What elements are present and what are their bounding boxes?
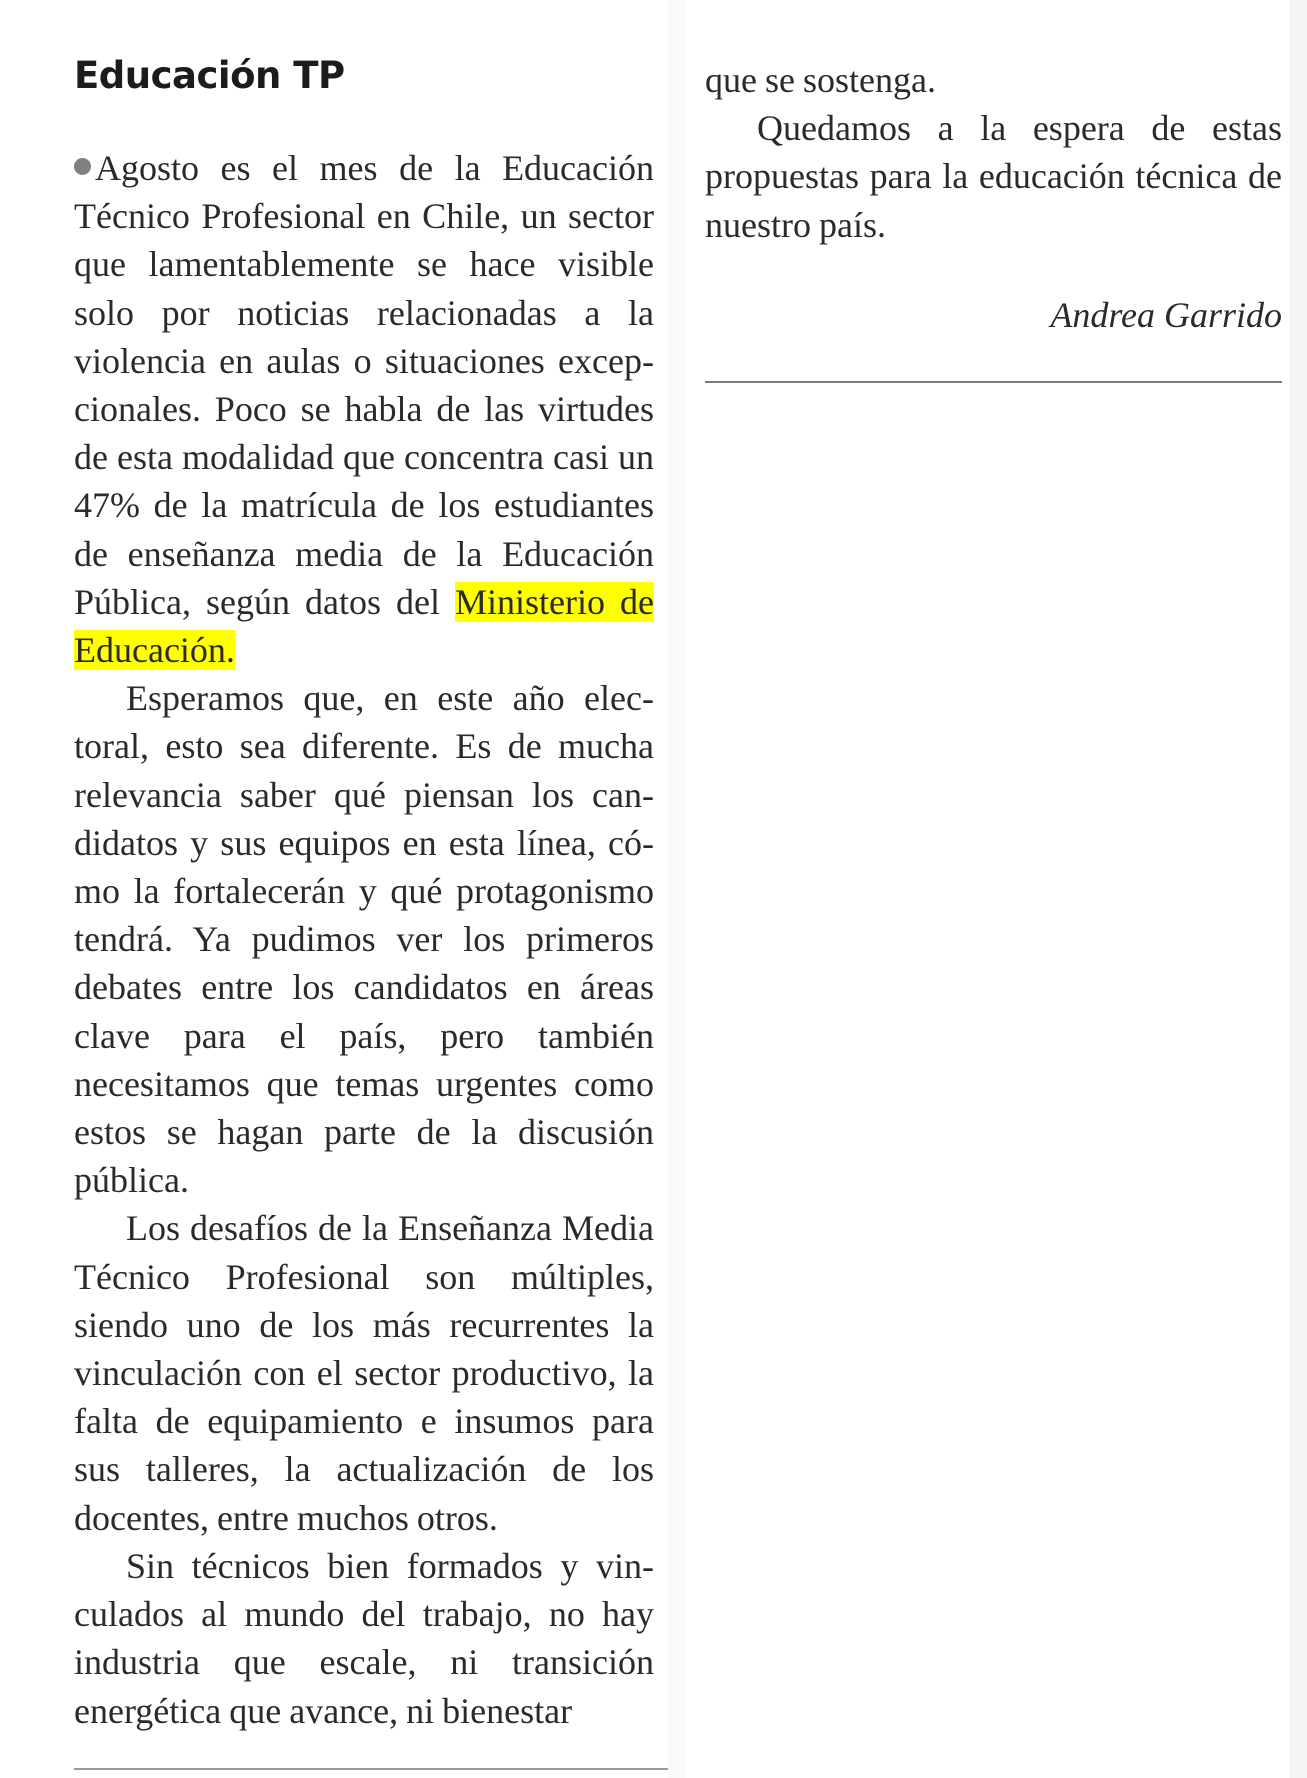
paragraph-1 (74, 144, 654, 674)
page-edge-shade (1290, 0, 1307, 1778)
paragraph-1-text: Agosto es el mes de la Educación Técnico Profesional en Chile, un sector que lamentablemente se hace visible solo por noticias relacionadas a la violencia en aulas o situaciones excepcionales. Poco se habla de las virtudes de esta modalidad que concentra casi un 47% de la matrícula de los estudiantes de enseñanza media de la Educación Pública, según datos del (74, 148, 654, 622)
author-signature: Andrea Garrido (1050, 294, 1282, 335)
highlighted-text: Ministerio de Educación. (74, 581, 654, 671)
paragraph-4-continuation: que se sostenga. (705, 60, 936, 100)
paragraph-3: Los desafíos de la Enseñanza Media Técnico Profesional son múltiples, siendo uno de los más recurrentes la vinculación con el sector productivo, la falta de equipamiento e insumos para sus talleres, la actualización de los docentes, entre muchos otros. (74, 1208, 654, 1538)
paragraph-2: Esperamos que, en este año electoral, esto sea diferente. Es de mucha relevancia saber qué piensan los candidatos y sus equipos en esta línea, cómo la fortalecerán y qué protagonismo tendrá. Ya pudimos ver los primeros debates entre los candidatos en áreas clave para el país, pero también necesitamos que temas urgentes como estos se hagan parte de la discusión pública. (74, 678, 654, 1201)
paragraph-5: Quedamos a la espera de estas propuestas para la educación técnica de nuestro país. (705, 108, 1282, 245)
article-headline: Educación TP (74, 54, 345, 97)
article-column-left (74, 50, 654, 1735)
paragraph-4: Sin técnicos bien formados y vinculados al mundo del trabajo, no hay industria que escale, ni transición energética que avance, ni bienestar (74, 1545, 654, 1731)
column-gutter (668, 0, 686, 1778)
article-column-right (705, 56, 1282, 339)
bullet-icon (74, 158, 91, 175)
column-end-rule (705, 381, 1282, 383)
bottom-rule (74, 1768, 668, 1770)
